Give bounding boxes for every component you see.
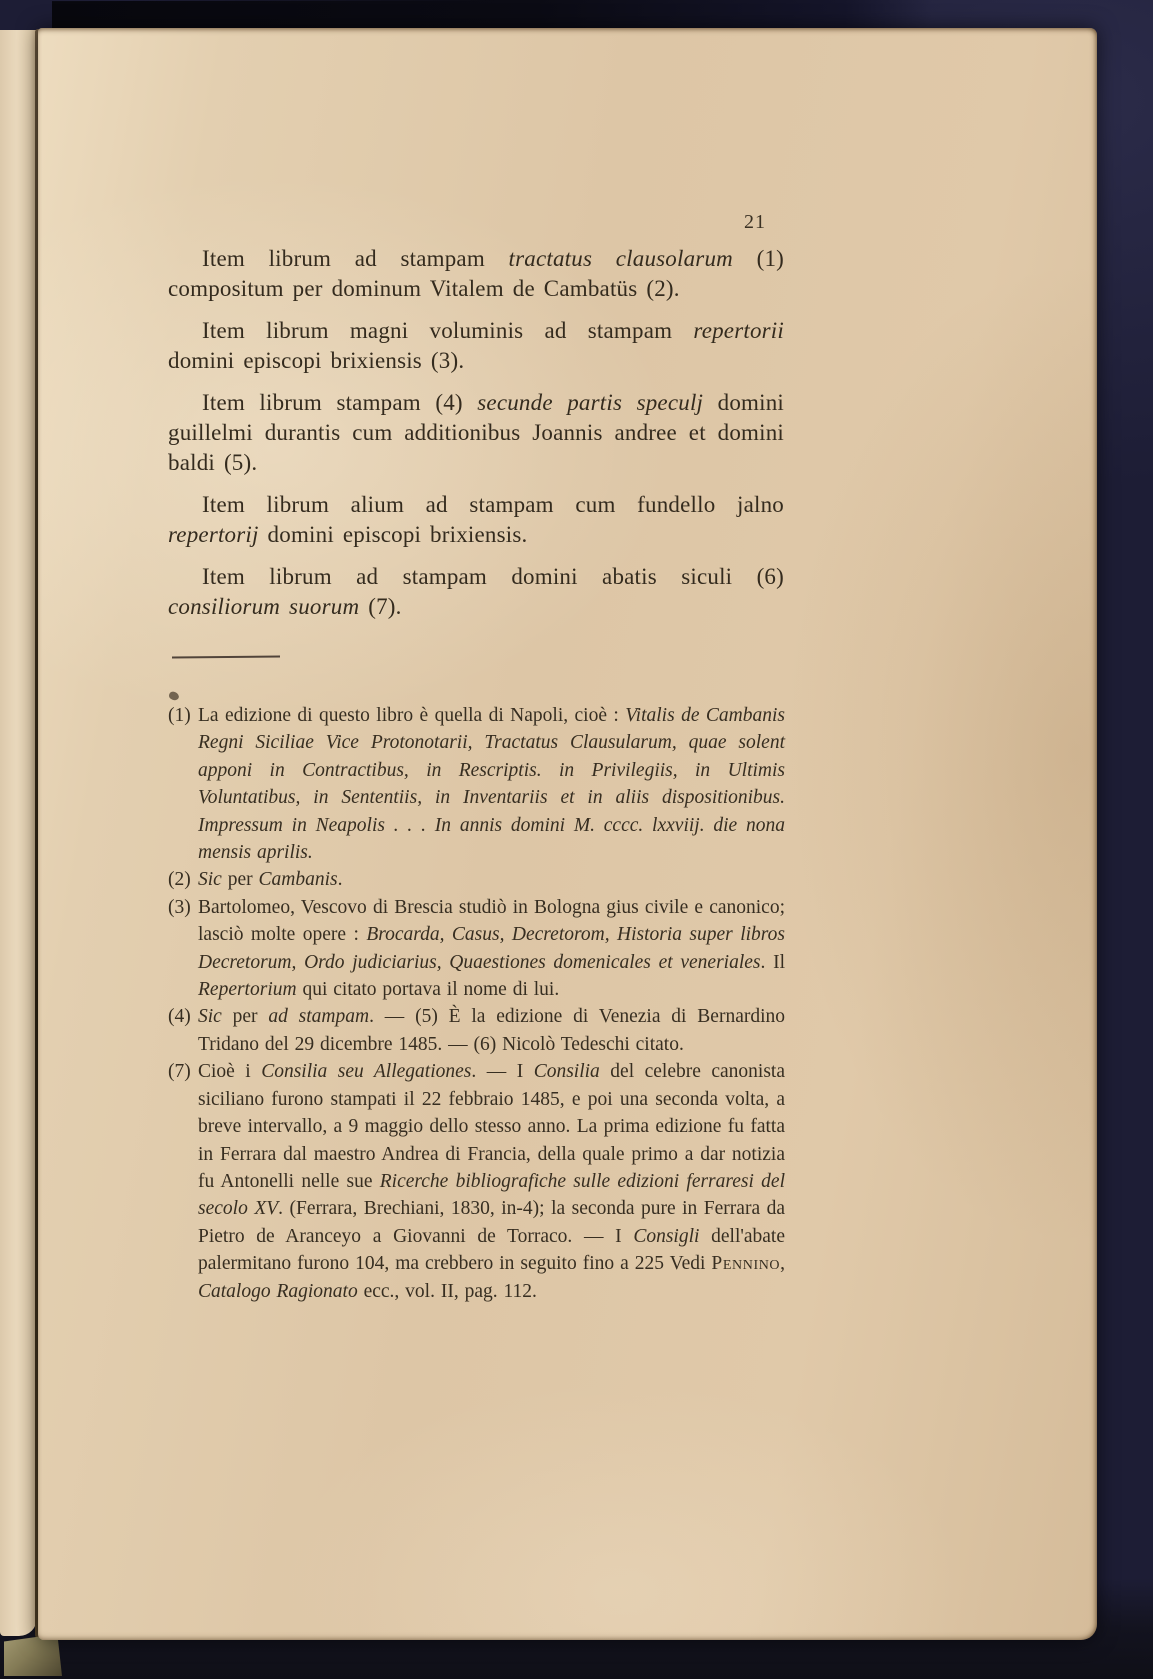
italic-text: Brocarda, Casus, Decretorom, Historia super libros Decretorum, Ordo judiciarius, Quaestiones domenicales et veneriales (198, 924, 785, 973)
footnote-marker: (3) (168, 896, 191, 918)
text-run: ecc., vol. II, pag. 112. (357, 1280, 537, 1302)
text-run: . (Ferrara, Brechiani, 1830, in-4); la seconda pure in Ferrara da Pietro de Aranceyo a Giovanni de Torraco. — I (198, 1198, 786, 1247)
body-paragraph (168, 490, 784, 550)
text-run: Cioè i (198, 1061, 262, 1083)
text-run: Item librum magni voluminis ad stampam (202, 318, 694, 343)
facing-page-edge (0, 30, 37, 1636)
body-paragraph (168, 244, 784, 304)
italic-text: Cambanis (258, 869, 338, 891)
book-cover-bottom-corner (4, 1634, 62, 1676)
footnote-divider (172, 656, 280, 659)
text-run: Item librum alium ad stampam cum fundello jalno (202, 492, 784, 517)
body-paragraph (168, 388, 784, 478)
body-paragraph (168, 562, 784, 622)
italic-text: Ricerche bibliografiche sulle edizioni ferraresi del secolo XV (198, 1170, 786, 1220)
text-run: domini guillelmi durantis cum additionibus Joannis andree et domini baldi (5). (168, 390, 784, 475)
italic-text: secunde partis speculj (477, 390, 704, 415)
body-text (168, 244, 784, 634)
smallcaps-text: Pennino (711, 1253, 781, 1275)
italic-text: Repertorium (198, 979, 297, 1001)
text-run: domini episcopi brixiensis. (258, 522, 528, 547)
footnote (168, 1003, 785, 1058)
footnote (168, 894, 785, 1004)
text-run: Bartolomeo, Vescovo di Brescia studiò in Bologna gius civile e canonico; lasciò molte opere : (198, 896, 785, 946)
italic-text: ad stampam (268, 1006, 370, 1028)
footnote-marker: (1) (168, 705, 191, 726)
text-run: . — (5) È la edizione di Venezia di Bernardino Tridano del 29 dicembre 1485. — (6) Nicolò Tedeschi citato. (198, 1006, 786, 1055)
text-run: del celebre canonista siciliano furono stampati il 22 febbraio 1485, e poi una seconda volta, a breve intervallo, a 9 maggio dello stesso anno. La prima edizione fu fatta in Ferrara dal maestro Andrea di Francia, della quale primo a dar notizia fu Antonelli nelle sue (198, 1061, 785, 1192)
text-run: domini episcopi brixiensis (3). (168, 348, 465, 373)
text-run: dell'abate palermitano furono 104, ma crebbero in seguito fino a 225 Vedi (198, 1225, 786, 1275)
footnote-marker: (4) (168, 1006, 191, 1028)
text-run: Item librum ad stampam (202, 246, 509, 271)
text-run: per (221, 869, 259, 891)
text-run: qui citato portava il nome di lui. (296, 979, 560, 1001)
footnote-marker: (2) (168, 869, 191, 891)
italic-text: Sic (198, 1006, 222, 1028)
text-run: , (780, 1253, 785, 1275)
italic-text: repertorij (168, 522, 259, 547)
footnote (168, 1058, 785, 1305)
italic-text: repertorii (693, 318, 784, 343)
ink-blot (168, 691, 180, 702)
italic-text: Catalogo Ragionato (198, 1280, 358, 1302)
text-run: . (337, 869, 343, 891)
italic-text: Vitalis de Cambanis Regni Siciliae Vice Protonotarii, Tractatus Clausularum, quae solent apponi in Contractibus, in Rescriptis. in Privilegiis, in Ultimis Voluntatibus, in Sententiis, in Inventariis et in aliis dispositionibus. Impressum in Neapolis . . . In annis domini M. cccc. lxxviij. die nona mensis aprilis. (198, 705, 785, 864)
page-number: 21 (744, 211, 766, 233)
footnote-marker: (7) (168, 1061, 191, 1083)
text-run: (7). (359, 594, 402, 619)
italic-text: Sic (198, 869, 222, 891)
italic-text: Consilia (533, 1061, 600, 1083)
italic-text: tractatus clausolarum (508, 246, 733, 271)
body-paragraph (168, 316, 784, 376)
italic-text: consiliorum suorum (168, 594, 360, 619)
text-run: . — I (471, 1061, 534, 1083)
italic-text: Consigli (633, 1225, 700, 1247)
text-run: La edizione di questo libro è quella di Napoli, cioè : (198, 705, 626, 726)
text-run: Item librum stampam (4) (202, 390, 478, 415)
footnote (168, 702, 785, 866)
book-page (38, 28, 1097, 1640)
text-run: per (221, 1006, 269, 1028)
text-run: (1) compositum per dominum Vitalem de Cambatüs (2). (168, 246, 785, 301)
footnotes (168, 702, 785, 1305)
footnote (168, 866, 785, 893)
italic-text: Consilia seu Allegationes (261, 1061, 472, 1083)
text-run: Item librum ad stampam domini abatis siculi (6) (202, 564, 784, 589)
text-run: . Il (760, 951, 785, 973)
